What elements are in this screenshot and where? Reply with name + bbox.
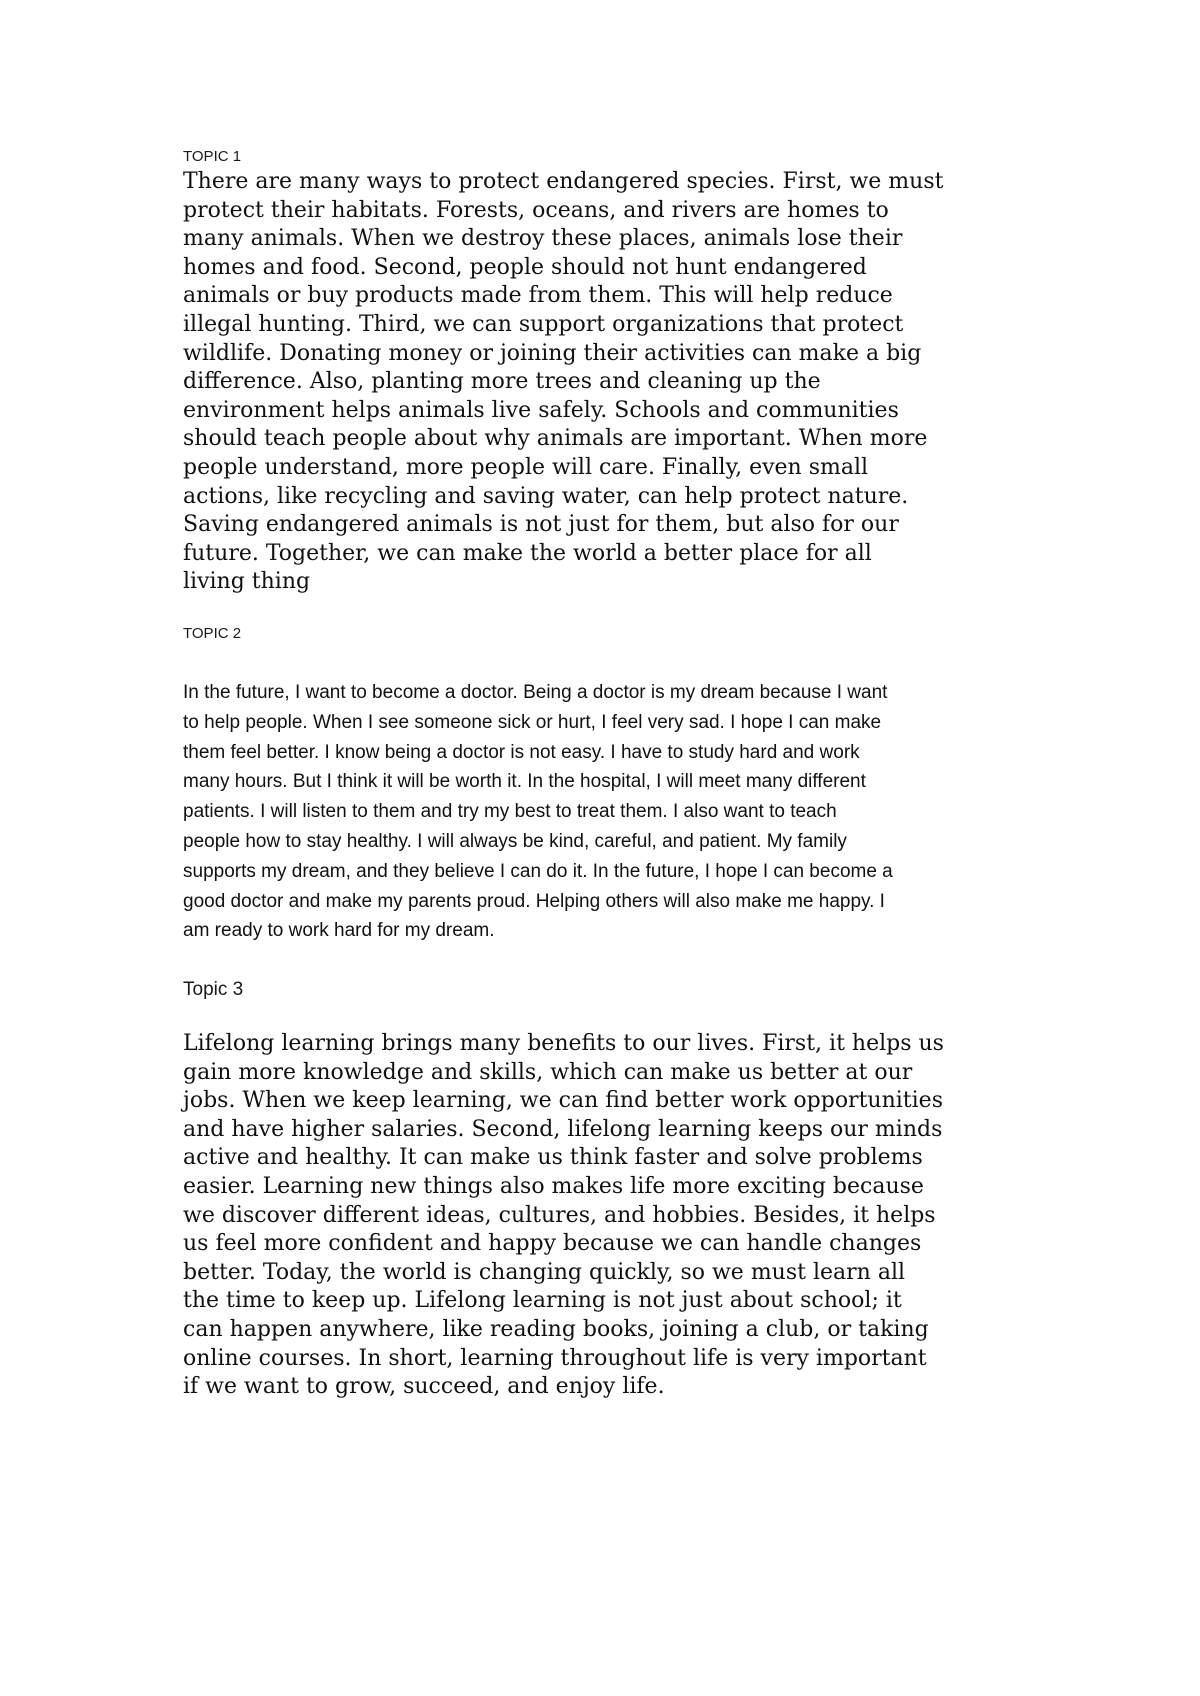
paragraph-line: animals or buy products made from them. This will help reduce [183,283,893,309]
paragraph-line: Saving endangered animals is not just for them, but also for our [183,512,899,538]
paragraph-line: and have higher salaries. Second, lifelong learning keeps our minds [183,1116,943,1142]
topic-3-heading: Topic 3 [183,979,244,1000]
paragraph-line: Lifelong learning brings many benefits to our lives. First, it helps us [183,1031,944,1056]
paragraph-line: to help people. When I see someone sick or hurt, I feel very sad. I hope I can make [183,711,882,733]
paragraph-line: many animals. When we destroy these places, animals lose their [183,226,903,252]
paragraph-line: future. Together, we can make the world a better place for all [183,540,872,566]
paragraph-line: am ready to work hard for my dream. [183,920,495,942]
paragraph-line: living thing [183,569,311,595]
paragraph-line: actions, like recycling and saving water, can help protect nature. [183,483,909,509]
topic-2-heading: TOPIC 2 [183,625,242,642]
paragraph-line: illegal hunting. Third, we can support organizations that protect [183,311,904,337]
paragraph-line: In the future, I want to become a doctor. Being a doctor is my dream because I want [183,682,888,703]
paragraph-line: if we want to grow, succeed, and enjoy life. [183,1374,665,1400]
paragraph-line: online courses. In short, learning throughout life is very important [183,1345,927,1371]
paragraph-line: There are many ways to protect endangered species. First, we must [183,169,944,194]
paragraph-line: the time to keep up. Lifelong learning is not just about school; it [183,1288,902,1314]
paragraph-line: people understand, more people will care. Finally, even small [183,454,869,480]
paragraph-line: people how to stay healthy. I will always be kind, careful, and patient. My family [183,830,847,852]
paragraph-line: difference. Also, planting more trees and cleaning up the [183,369,821,395]
document-page [183,0,1043,1696]
paragraph-line: better. Today, the world is changing quickly, so we must learn all [183,1259,906,1285]
paragraph-line: many hours. But I think it will be worth it. In the hospital, I will meet many different [183,771,866,793]
paragraph-line: protect their habitats. Forests, oceans, and rivers are homes to [183,197,889,223]
paragraph-line: active and healthy. It can make us think faster and solve problems [183,1145,923,1171]
paragraph-line: should teach people about why animals are important. When more [183,426,928,452]
paragraph-line: gain more knowledge and skills, which can make us better at our [183,1059,913,1085]
paragraph-line: supports my dream, and they believe I can do it. In the future, I hope I can become a [183,860,893,882]
paragraph-line: easier. Learning new things also makes life more exciting because [183,1173,924,1199]
paragraph-line: good doctor and make my parents proud. Helping others will also make me happy. I [183,890,885,912]
paragraph-line: can happen anywhere, like reading books, joining a club, or taking [183,1316,929,1342]
topic-3-paragraph [183,1030,944,1402]
paragraph-line: homes and food. Second, people should not hunt endangered [183,254,867,280]
paragraph-line: environment helps animals live safely. Schools and communities [183,397,899,423]
paragraph-line: us feel more confident and happy because we can handle changes [183,1231,922,1257]
paragraph-line: jobs. When we keep learning, we can find better work opportunities [183,1088,943,1114]
paragraph-line: we discover different ideas, cultures, and hobbies. Besides, it helps [183,1202,936,1228]
topic-2-paragraph [183,678,893,946]
paragraph-line: them feel better. I know being a doctor is not easy. I have to study hard and work [183,741,860,763]
paragraph-line: patients. I will listen to them and try my best to treat them. I also want to teach [183,801,837,823]
paragraph-line: wildlife. Donating money or joining their activities can make a big [183,340,922,366]
topic-1-heading: TOPIC 1 [183,148,242,165]
topic-1-paragraph [183,168,943,597]
